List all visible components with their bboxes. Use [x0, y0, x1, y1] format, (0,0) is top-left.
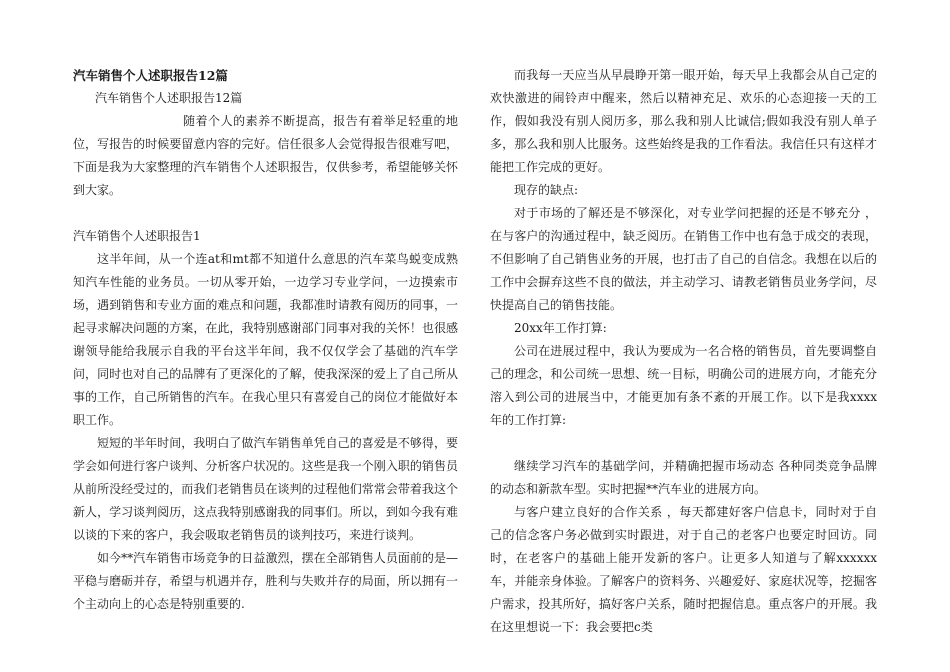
left-column	[73, 64, 458, 616]
paragraph: 与客户建立良好的合作关系 ，每天都建好客户信息卡，同时对于自己的信念客户务必做到实时跟进，对于自己的老客户也要定时回访。同时，在老客户的基础上能开发新的客户。让更多人知道与了解xxxxxx车，并能亲身体验。了解客户的资料务、兴趣爱好、家庭状况等，挖掘客户需求，投其所好，搞好客户关系，随时把握信息。重点客户的开展。我在这里想说一下：我会要把c类	[490, 505, 877, 634]
blank-line	[73, 202, 458, 225]
paragraph: 短短的半年时间，我明白了做汽车销售单凭自己的喜爱是不够得，要学会如何进行客户谈判、分析客户状况的。这些是我一个刚入职的销售员从前所没经受过的，而我们老销售员在谈判的过程他们常常会带着我这个新人，学习谈判阅历，这点我特别感谢我的同事们。所以，到如今我有难以谈的下来的客户，我会吸取老销售员的谈判技巧，来进行谈判。	[73, 436, 458, 542]
section-1-title: 汽车销售个人述职报告1	[73, 229, 201, 243]
right-column	[490, 64, 877, 639]
paragraph: 继续学习汽车的基础学问，并精确把握市场动态 各种同类竞争品牌的动态和新款车型。实时把握**汽车业的进展方向。	[490, 459, 877, 496]
paragraph: 而我每一天应当从早晨睁开第一眼开始，每天早上我都会从自己定的欢快激进的闹铃声中醒来，然后以精神充足、欢乐的心态迎接一天的工作，假如我没有别人阅历多，那么我和别人比诚信;假如我没有别人单子多，那么我和别人比服务。这些始终是我的工作看法。我信任只有这样才能把工作完成的更好。	[490, 68, 877, 174]
document-title: 汽车销售个人述职报告12篇	[73, 68, 228, 83]
paragraph: 如今**汽车销售市场竞争的日益激烈，摆在全部销售人员面前的是—平稳与磨砺并存，希望与机遇并存，胜利与失败并存的局面，所以拥有一个主动向上的心态是特别重要的.	[73, 551, 458, 611]
work-plan-heading: 20xx年工作打算:	[514, 321, 607, 335]
paragraph: 这半年间，从一个连at和mt都不知道什么意思的汽车菜鸟蜕变成熟知汽车性能的业务员。一切从零开始，一边学习专业学问，一边摸索市场，遇到销售和专业方面的难点和问题，我都准时请教有阅历的同事，一起寻求解决问题的方案，在此，我特别感谢部门同事对我的关怀！也很感谢领导能给我展示自我的平台这半年间，我不仅仅学会了基础的汽车学问，同时也对自己的品牌有了更深化的了解，使我深深的爱上了自己所从事的工作，自己所销售的汽车。在我心里只有喜爱自己的岗位才能做好本职工作。	[73, 252, 458, 427]
blank-line	[490, 432, 877, 455]
intro-paragraph: 随着个人的素养不断提高，报告有着举足轻重的地位，写报告的时候要留意内容的完好。信任很多人会觉得报告很难写吧，下面是我为大家整理的汽车销售个人述职报告，仅供参考，希望能够关怀到大家。	[73, 114, 458, 197]
document-subtitle: 汽车销售个人述职报告12篇	[95, 91, 243, 105]
shortcomings-heading: 现存的缺点:	[514, 183, 579, 197]
paragraph: 公司在进展过程中，我认为要成为一名合格的销售员，首先要调整自己的理念，和公司统一思想、统一目标，明确公司的进展方向，才能充分溶入到公司的进展当中，才能更加有条不紊的开展工作。以下是我xxxx年的工作打算:	[490, 344, 877, 427]
paragraph: 对于市场的了解还是不够深化，对专业学问把握的还是不够充分 ，在与客户的沟通过程中，缺乏阅历。在销售工作中也有急于成交的表现，不但影响了自己销售业务的开展，也打击了自己的自信念。我想在以后的工作中会摒弃这些不良的做法，并主动学习、请教老销售员业务学问，尽快提高自己的销售技能。	[490, 206, 877, 312]
